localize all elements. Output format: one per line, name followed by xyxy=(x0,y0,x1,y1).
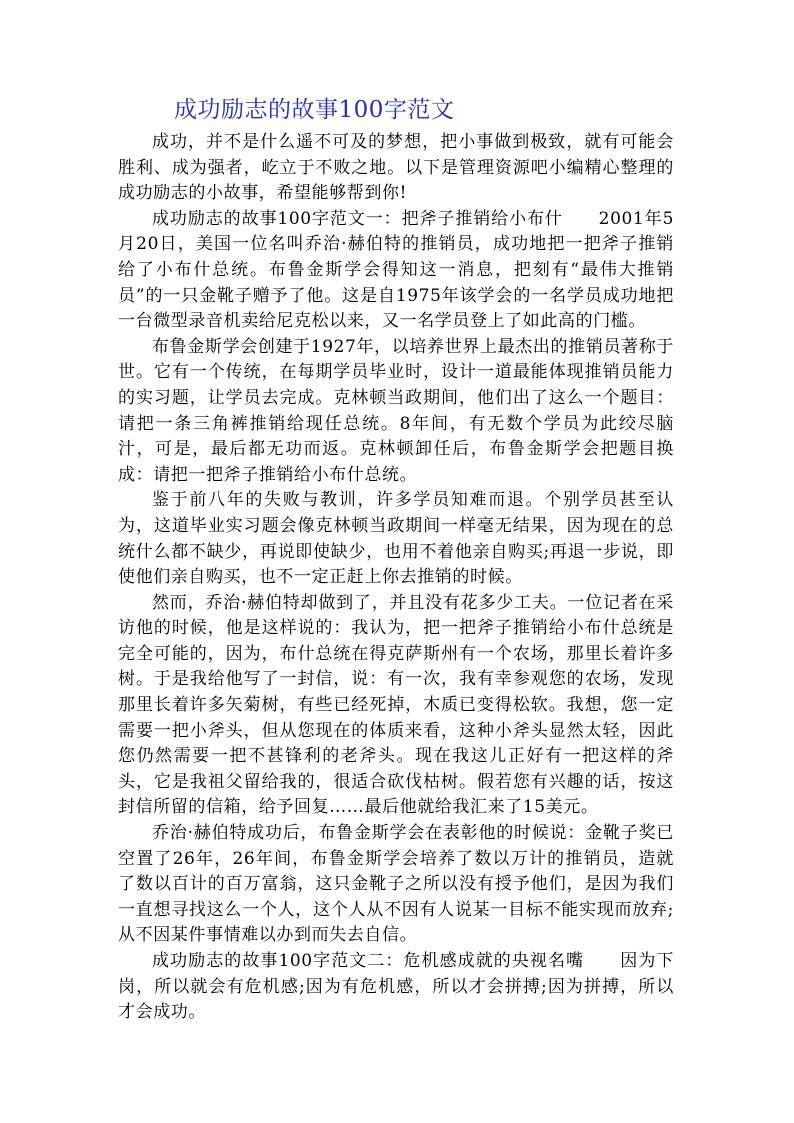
paragraph-intro: 成功，并不是什么遥不可及的梦想，把小事做到极致，就有可能会胜利、成为强者，屹立于不败之地。以下是管理资源吧小编精心整理的成功励志的小故事，希望能够帮到你! xyxy=(118,132,674,204)
paragraph-golden-boot: 乔治·赫伯特成功后，布鲁金斯学会在表彰他的时候说：金靴子奖已空置了26年，26年间，布鲁金斯学会培养了数以万计的推销员，造就了数以百计的百万富翁，这只金靴子之所以没有授予他们，是因为我们一直想寻找这么一个人，这个人从不因有人说某一目标不能实现而放弃;从不因某件事情难以办到而失去自信。 xyxy=(118,823,674,946)
paragraph-brookings: 布鲁金斯学会创建于1927年，以培养世界上最杰出的推销员著称于世。它有一个传统，在每期学员毕业时，设计一道最能体现推销员能力的实习题，让学员去完成。克林顿当政期间，他们出了这么一个题目：请把一条三角裤推销给现任总统。8年间，有无数个学员为此绞尽脑汁，可是，最后都无功而返。克林顿卸任后，布鲁金斯学会把题目换成：请把一把斧子推销给小布什总统。 xyxy=(118,336,674,485)
paragraph-story-one-intro: 成功励志的故事100字范文一：把斧子推销给小布什 2001年5月20日，美国一位名叫乔治·赫伯特的推销员，成功地把一把斧子推销给了小布什总统。布鲁金斯学会得知这一消息，把刻有“最伟大推销员”的一只金靴子赠予了他。这是自1975年该学会的一名学员成功地把一台微型录音机卖给尼克松以来，又一名学员登上了如此高的门槛。 xyxy=(118,208,674,332)
document-page xyxy=(118,94,674,1026)
document-title: 成功励志的故事100字范文 xyxy=(174,97,455,123)
paragraph-herbert-success: 然而，乔治·赫伯特却做到了，并且没有花多少工夫。一位记者在采访他的时候，他是这样说的：我认为，把一把斧子推销给小布什总统是完全可能的，因为，布什总统在得克萨斯州有一个农场，那里长着许多树。于是我给他写了一封信，说：有一次，我有幸参观您的农场，发现那里长着许多矢菊树，有些已经死掉，木质已变得松软。我想，您一定需要一把小斧头，但从您现在的体质来看，这种小斧头显然太轻，因此您仍然需要一把不甚锋利的老斧头。现在我这儿正好有一把这样的斧头，它是我祖父留给我的，很适合砍伐枯树。假若您有兴趣的话，按这封信所留的信箱，给予回复……最后他就给我汇来了15美元。 xyxy=(118,592,674,818)
paragraph-story-two-intro: 成功励志的故事100字范文二：危机感成就的央视名嘴 因为下岗，所以就会有危机感;因为有危机感，所以才会拼搏;因为拼搏，所以才会成功。 xyxy=(118,951,674,1023)
paragraph-students-retreat: 鉴于前八年的失败与教训，许多学员知难而退。个别学员甚至认为，这道毕业实习题会像克林顿当政期间一样毫无结果，因为现在的总统什么都不缺少，再说即使缺少，也用不着他亲自购买;再退一步说，即使他们亲自购买，也不一定正赶上你去推销的时候。 xyxy=(118,490,674,588)
